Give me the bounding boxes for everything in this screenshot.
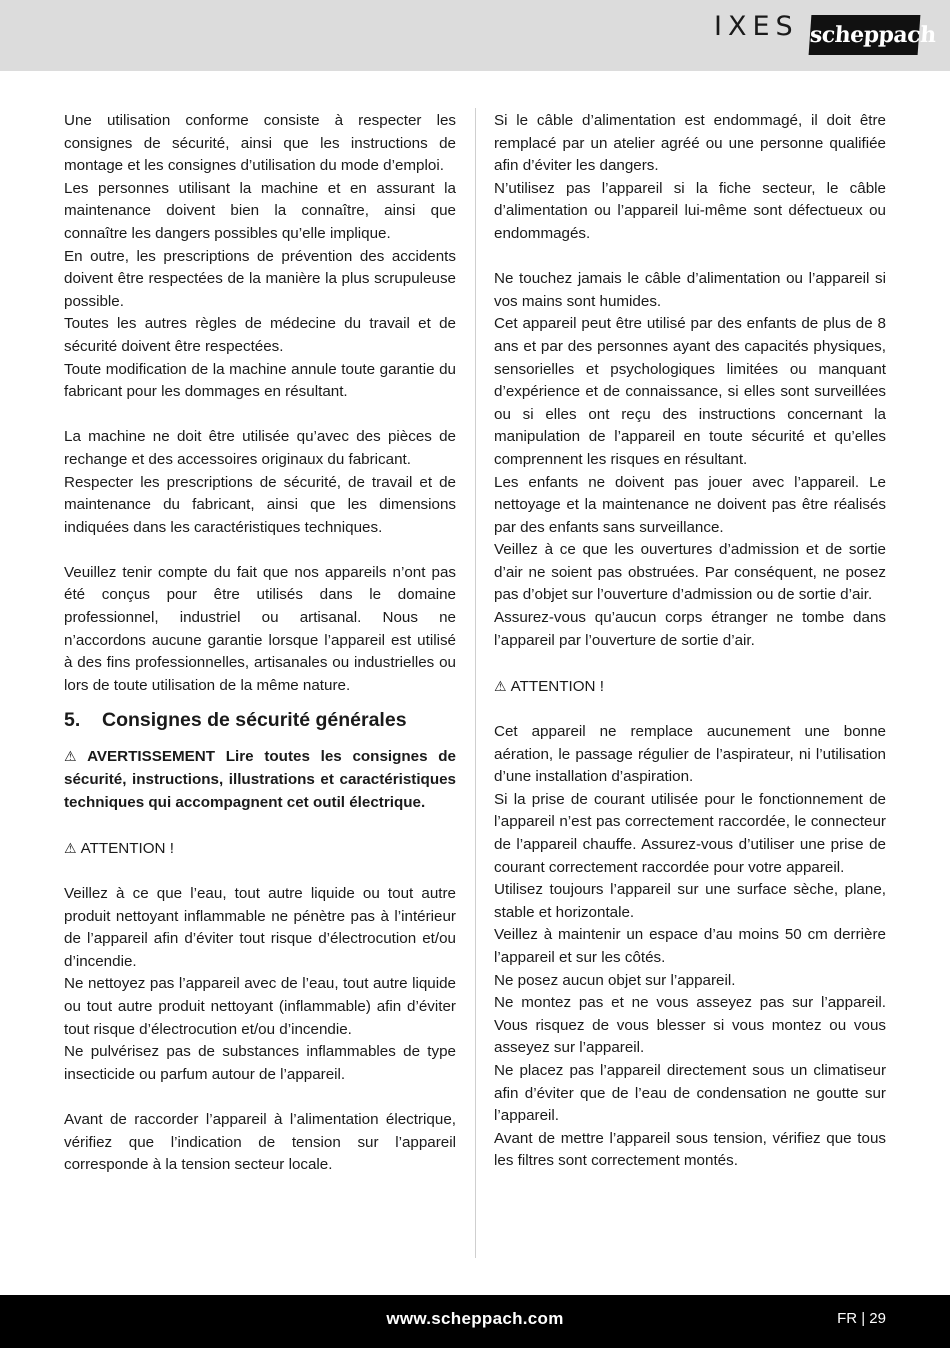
- paragraph: Ne placez pas l’appareil directement sous un climatiseur afin d’éviter que de l’eau de condensation ne goutte sur l’appareil.: [494, 1061, 886, 1125]
- warning-triangle-icon: ⚠: [494, 677, 507, 694]
- paragraph: Ne posez aucun objet sur l’appareil.: [494, 971, 736, 989]
- paragraph: Si la prise de courant utilisée pour le fonctionnement de l’appareil n’est pas correctement raccordée, le connecteur de l’appareil chauffe. Assurez-vous d’utiliser une prise de courant correctement raccordée pour votre appareil.: [494, 790, 886, 876]
- paragraph: La machine ne doit être utilisée qu’avec des pièces de rechange et des accessoires originaux du fabricant.: [64, 428, 456, 468]
- left-column: [64, 110, 456, 1177]
- column-divider: [475, 108, 476, 1258]
- page-header: [0, 0, 950, 71]
- right-column: [494, 110, 886, 1173]
- paragraph: Utilisez toujours l’appareil sur une surface sèche, plane, stable et horizontale.: [494, 881, 886, 921]
- paragraph: N’utilisez pas l’appareil si la fiche secteur, le câble d’alimentation ou l’appareil lui-même sont défectueux ou endommagés.: [494, 179, 886, 242]
- paragraph: Une utilisation conforme consiste à respecter les consignes de sécurité, ainsi que les instructions de montage et les consignes d’utilisation du mode d’emploi.: [64, 112, 456, 175]
- warning-text: AVERTISSEMENT Lire toutes les consignes de sécurité, instructions, illustrations et caractéristiques techniques qui accompagnent cet outil électrique.: [64, 748, 456, 811]
- paragraph: Toute modification de la machine annule toute garantie du fabricant pour les dommages en résultant.: [64, 360, 456, 401]
- paragraph: Les personnes utilisant la machine et en assurant la maintenance doivent bien la connaître, ainsi que connaître les dangers possibles qu’elle implique.: [64, 179, 456, 242]
- attention-label: ⚠ ATTENTION !: [494, 677, 604, 695]
- paragraph: Veillez à ce que l’eau, tout autre liquide ou tout autre produit nettoyant inflammable ne pénètre pas à l’intérieur de l’appareil afin d’éviter tout risque d’électrocution et/ou d’incendie.: [64, 885, 456, 970]
- section-title: Consignes de sécurité générales: [102, 709, 407, 732]
- page-footer: [0, 1295, 950, 1348]
- paragraph: Ne pulvérisez pas de substances inflammables de type insecticide ou parfum autour de l’appareil.: [64, 1043, 456, 1083]
- warning-triangle-icon: ⚠: [64, 839, 77, 856]
- paragraph: En outre, les prescriptions de prévention des accidents doivent être respectées de la manière la plus scrupuleuse possible.: [64, 247, 456, 310]
- paragraph: Cet appareil ne remplace aucunement une bonne aération, le passage régulier de l’aspirateur, ni l’utilisation d’une installation d’aspiration.: [494, 723, 886, 786]
- attention-label: ⚠ ATTENTION !: [64, 839, 174, 857]
- paragraph: Avant de mettre l’appareil sous tension, vérifiez que tous les filtres sont correctement montés.: [494, 1129, 886, 1170]
- paragraph: Veuillez tenir compte du fait que nos appareils n’ont pas été conçus pour être utilisés dans le domaine professionnel, industriel ou artisanal. Nous ne n’accordons aucune garantie lorsque l’appareil est utilisé à des fins professionnelles, artisanales ou industrielles ou lors de toute utilisation de la même nature.: [64, 563, 456, 694]
- page-number: FR | 29: [837, 1310, 886, 1327]
- website-link[interactable]: www.scheppach.com: [386, 1309, 564, 1328]
- paragraph: Assurez-vous qu’aucun corps étranger ne tombe dans l’appareil par l’ouverture de sortie d’air.: [494, 609, 886, 649]
- paragraph: Avant de raccorder l’appareil à l’alimentation électrique, vérifiez que l’indication de tension sur l’appareil corresponde à la tension secteur locale.: [64, 1110, 456, 1174]
- scheppach-logo: scheppach: [809, 15, 921, 55]
- paragraph: Ne nettoyez pas l’appareil avec de l’eau, tout autre liquide ou tout autre produit nettoyant (inflammable) afin d’éviter tout risque d’électrocution et/ou d’incendie.: [64, 975, 456, 1038]
- paragraph: Cet appareil peut être utilisé par des enfants de plus de 8 ans et par des personnes ayant des capacités physiques, sensorielles et psychologiques limitées ou manquant d’expérience et de connaissance, si elles sont surveillées ou si elles ont reçu des instructions concernant la manipulation de l’appareil en toute sécurité et qu’elles comprennent les risques en résultant.: [494, 315, 886, 468]
- paragraph: Ne touchez jamais le câble d’alimentation ou l’appareil si vos mains sont humides.: [494, 270, 886, 310]
- paragraph: Les enfants ne doivent pas jouer avec l’appareil. Le nettoyage et la maintenance ne doivent pas être réalisés par des enfants sans surveillance.: [494, 473, 886, 536]
- paragraph: Respecter les prescriptions de sécurité, de travail et de maintenance du fabricant, ainsi que les dimensions indiquées dans les caractéristiques techniques.: [64, 473, 456, 536]
- warning-triangle-icon: ⚠: [64, 748, 84, 765]
- warning-notice: [64, 745, 456, 814]
- paragraph: Veillez à maintenir un espace d’au moins 50 cm derrière l’appareil et sur les côtés.: [494, 926, 886, 966]
- paragraph: Veillez à ce que les ouvertures d’admission et de sortie d’air ne soient pas obstruées. Par conséquent, ne posez pas d’objet sur l’ouverture d’admission ou de sortie d’air.: [494, 541, 886, 604]
- paragraph: Si le câble d’alimentation est endommagé, il doit être remplacé par un atelier agréé ou une personne qualifiée afin d’éviter les dangers.: [494, 112, 886, 175]
- section-heading: [64, 707, 456, 733]
- paragraph: Toutes les autres règles de médecine du travail et de sécurité doivent être respectées.: [64, 315, 456, 355]
- ixes-logo: IXES: [714, 11, 799, 42]
- section-number: 5.: [64, 709, 81, 732]
- paragraph: Ne montez pas et ne vous asseyez pas sur l’appareil. Vous risquez de vous blesser si vous montez ou vous asseyez sur l’appareil.: [494, 994, 886, 1057]
